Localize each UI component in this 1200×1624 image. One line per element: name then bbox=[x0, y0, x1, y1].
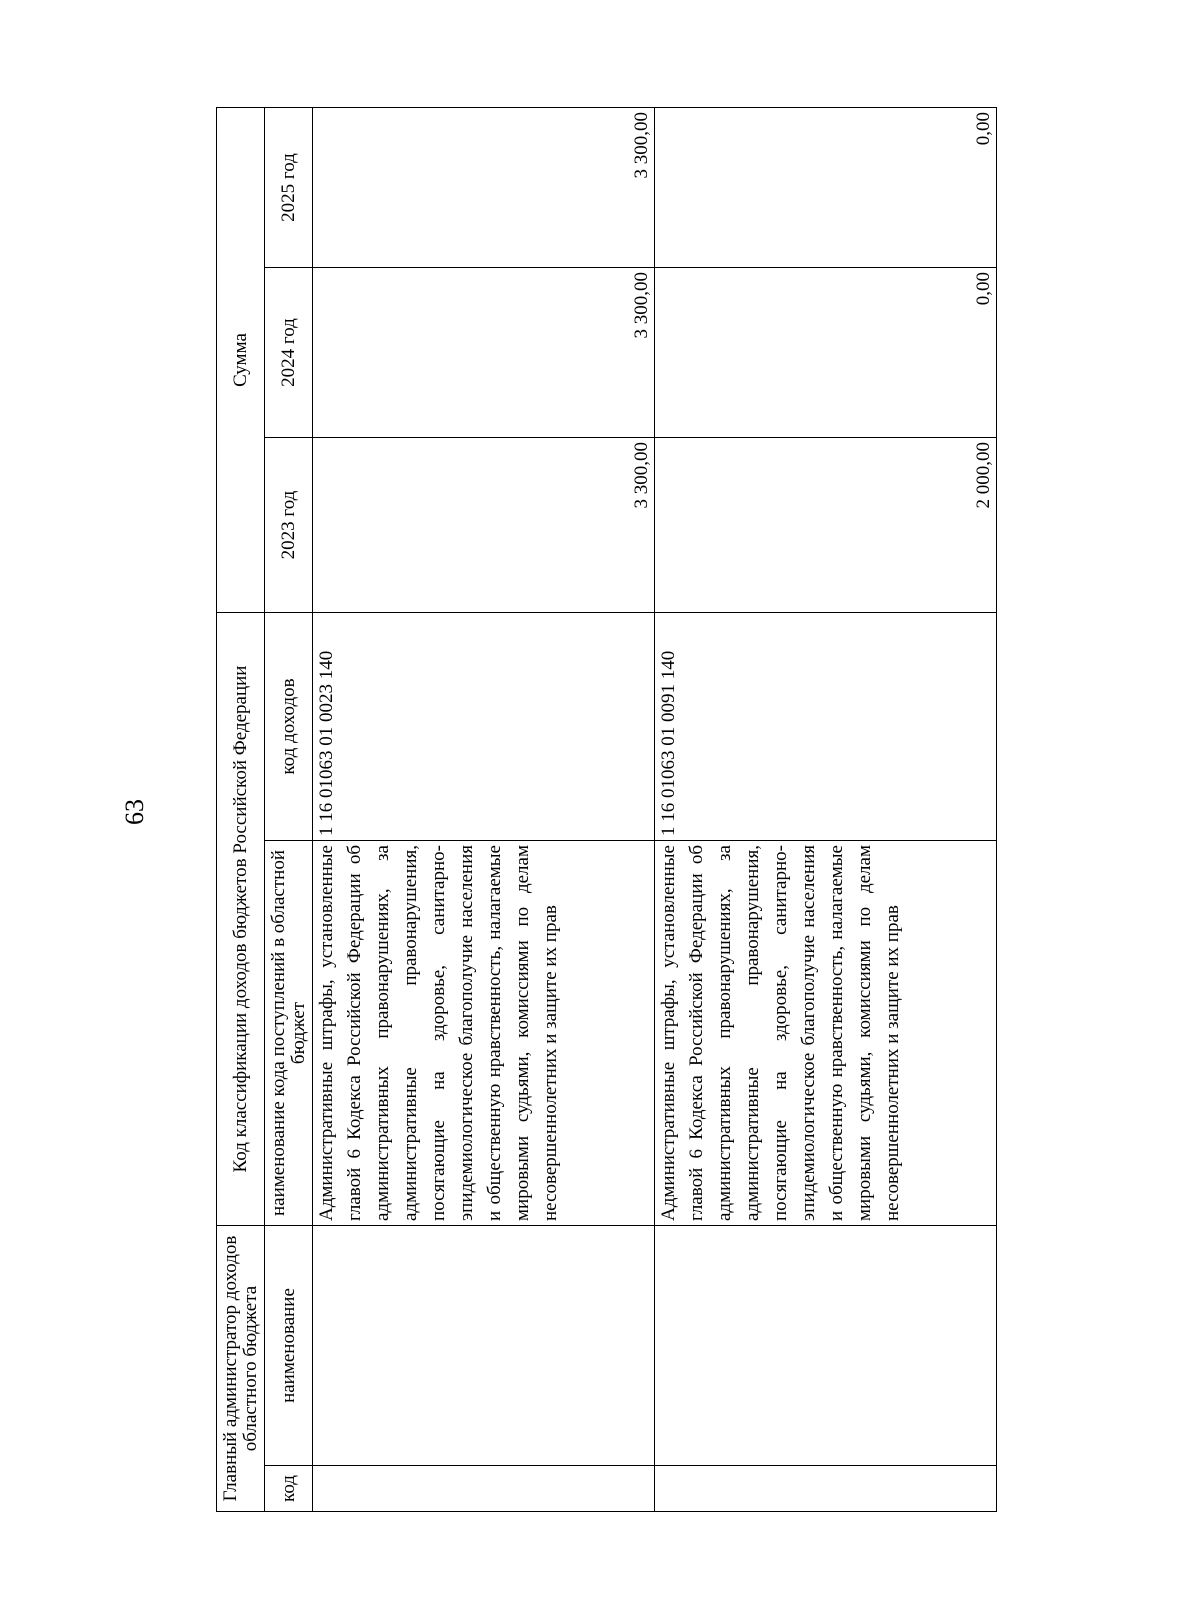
header-2023: 2023 год bbox=[265, 438, 313, 613]
header-admin-group: Главный администратор доходов областного бюджета bbox=[217, 1226, 265, 1512]
rotated-table-wrapper bbox=[216, 108, 996, 1512]
cell-2025: 0,00 bbox=[655, 108, 997, 268]
header-2024: 2024 год bbox=[265, 268, 313, 438]
cell-code bbox=[655, 1466, 997, 1512]
page-number: 63 bbox=[120, 799, 149, 825]
cell-income-code: 1 16 01063 01 0091 140 bbox=[655, 613, 997, 841]
header-row-2 bbox=[265, 108, 313, 1512]
cell-income-name: Административные штрафы, установленные главой 6 Кодекса Российской Федерации об административных правонарушениях, за административные правонарушения, посягающие на здоровье, санитарно-эпидемиологическое благополучие населения и общественную нравственность, налагаемые мировыми судьями, комиссиями по делам несовершеннолетних и защите их прав bbox=[655, 841, 997, 1226]
budget-income-table bbox=[216, 107, 997, 1512]
cell-2024: 0,00 bbox=[655, 268, 997, 438]
header-2025: 2025 год bbox=[265, 108, 313, 268]
table-row bbox=[313, 108, 655, 1512]
cell-2025: 3 300,00 bbox=[313, 108, 655, 268]
cell-name bbox=[313, 1226, 655, 1466]
cell-name bbox=[655, 1226, 997, 1466]
header-income-code: код доходов bbox=[265, 613, 313, 841]
header-income-name: наименование кода поступлений в областной бюджет bbox=[265, 841, 313, 1226]
table-row bbox=[655, 108, 997, 1512]
cell-income-code: 1 16 01063 01 0023 140 bbox=[313, 613, 655, 841]
header-code: код bbox=[265, 1466, 313, 1512]
header-row-1 bbox=[217, 108, 265, 1512]
header-name: наименование bbox=[265, 1226, 313, 1466]
cell-2024: 3 300,00 bbox=[313, 268, 655, 438]
header-sum-group: Сумма bbox=[217, 108, 265, 613]
cell-2023: 3 300,00 bbox=[313, 438, 655, 613]
cell-code bbox=[313, 1466, 655, 1512]
cell-2023: 2 000,00 bbox=[655, 438, 997, 613]
cell-income-name: Административные штрафы, установленные главой 6 Кодекса Российской Федерации об административных правонарушениях, за административные правонарушения, посягающие на здоровье, санитарно-эпидемиологическое благополучие населения и общественную нравственность, налагаемые мировыми судьями, комиссиями по делам несовершеннолетних и защите их прав bbox=[313, 841, 655, 1226]
header-classification-group: Код классификации доходов бюджетов Российской Федерации bbox=[217, 613, 265, 1226]
